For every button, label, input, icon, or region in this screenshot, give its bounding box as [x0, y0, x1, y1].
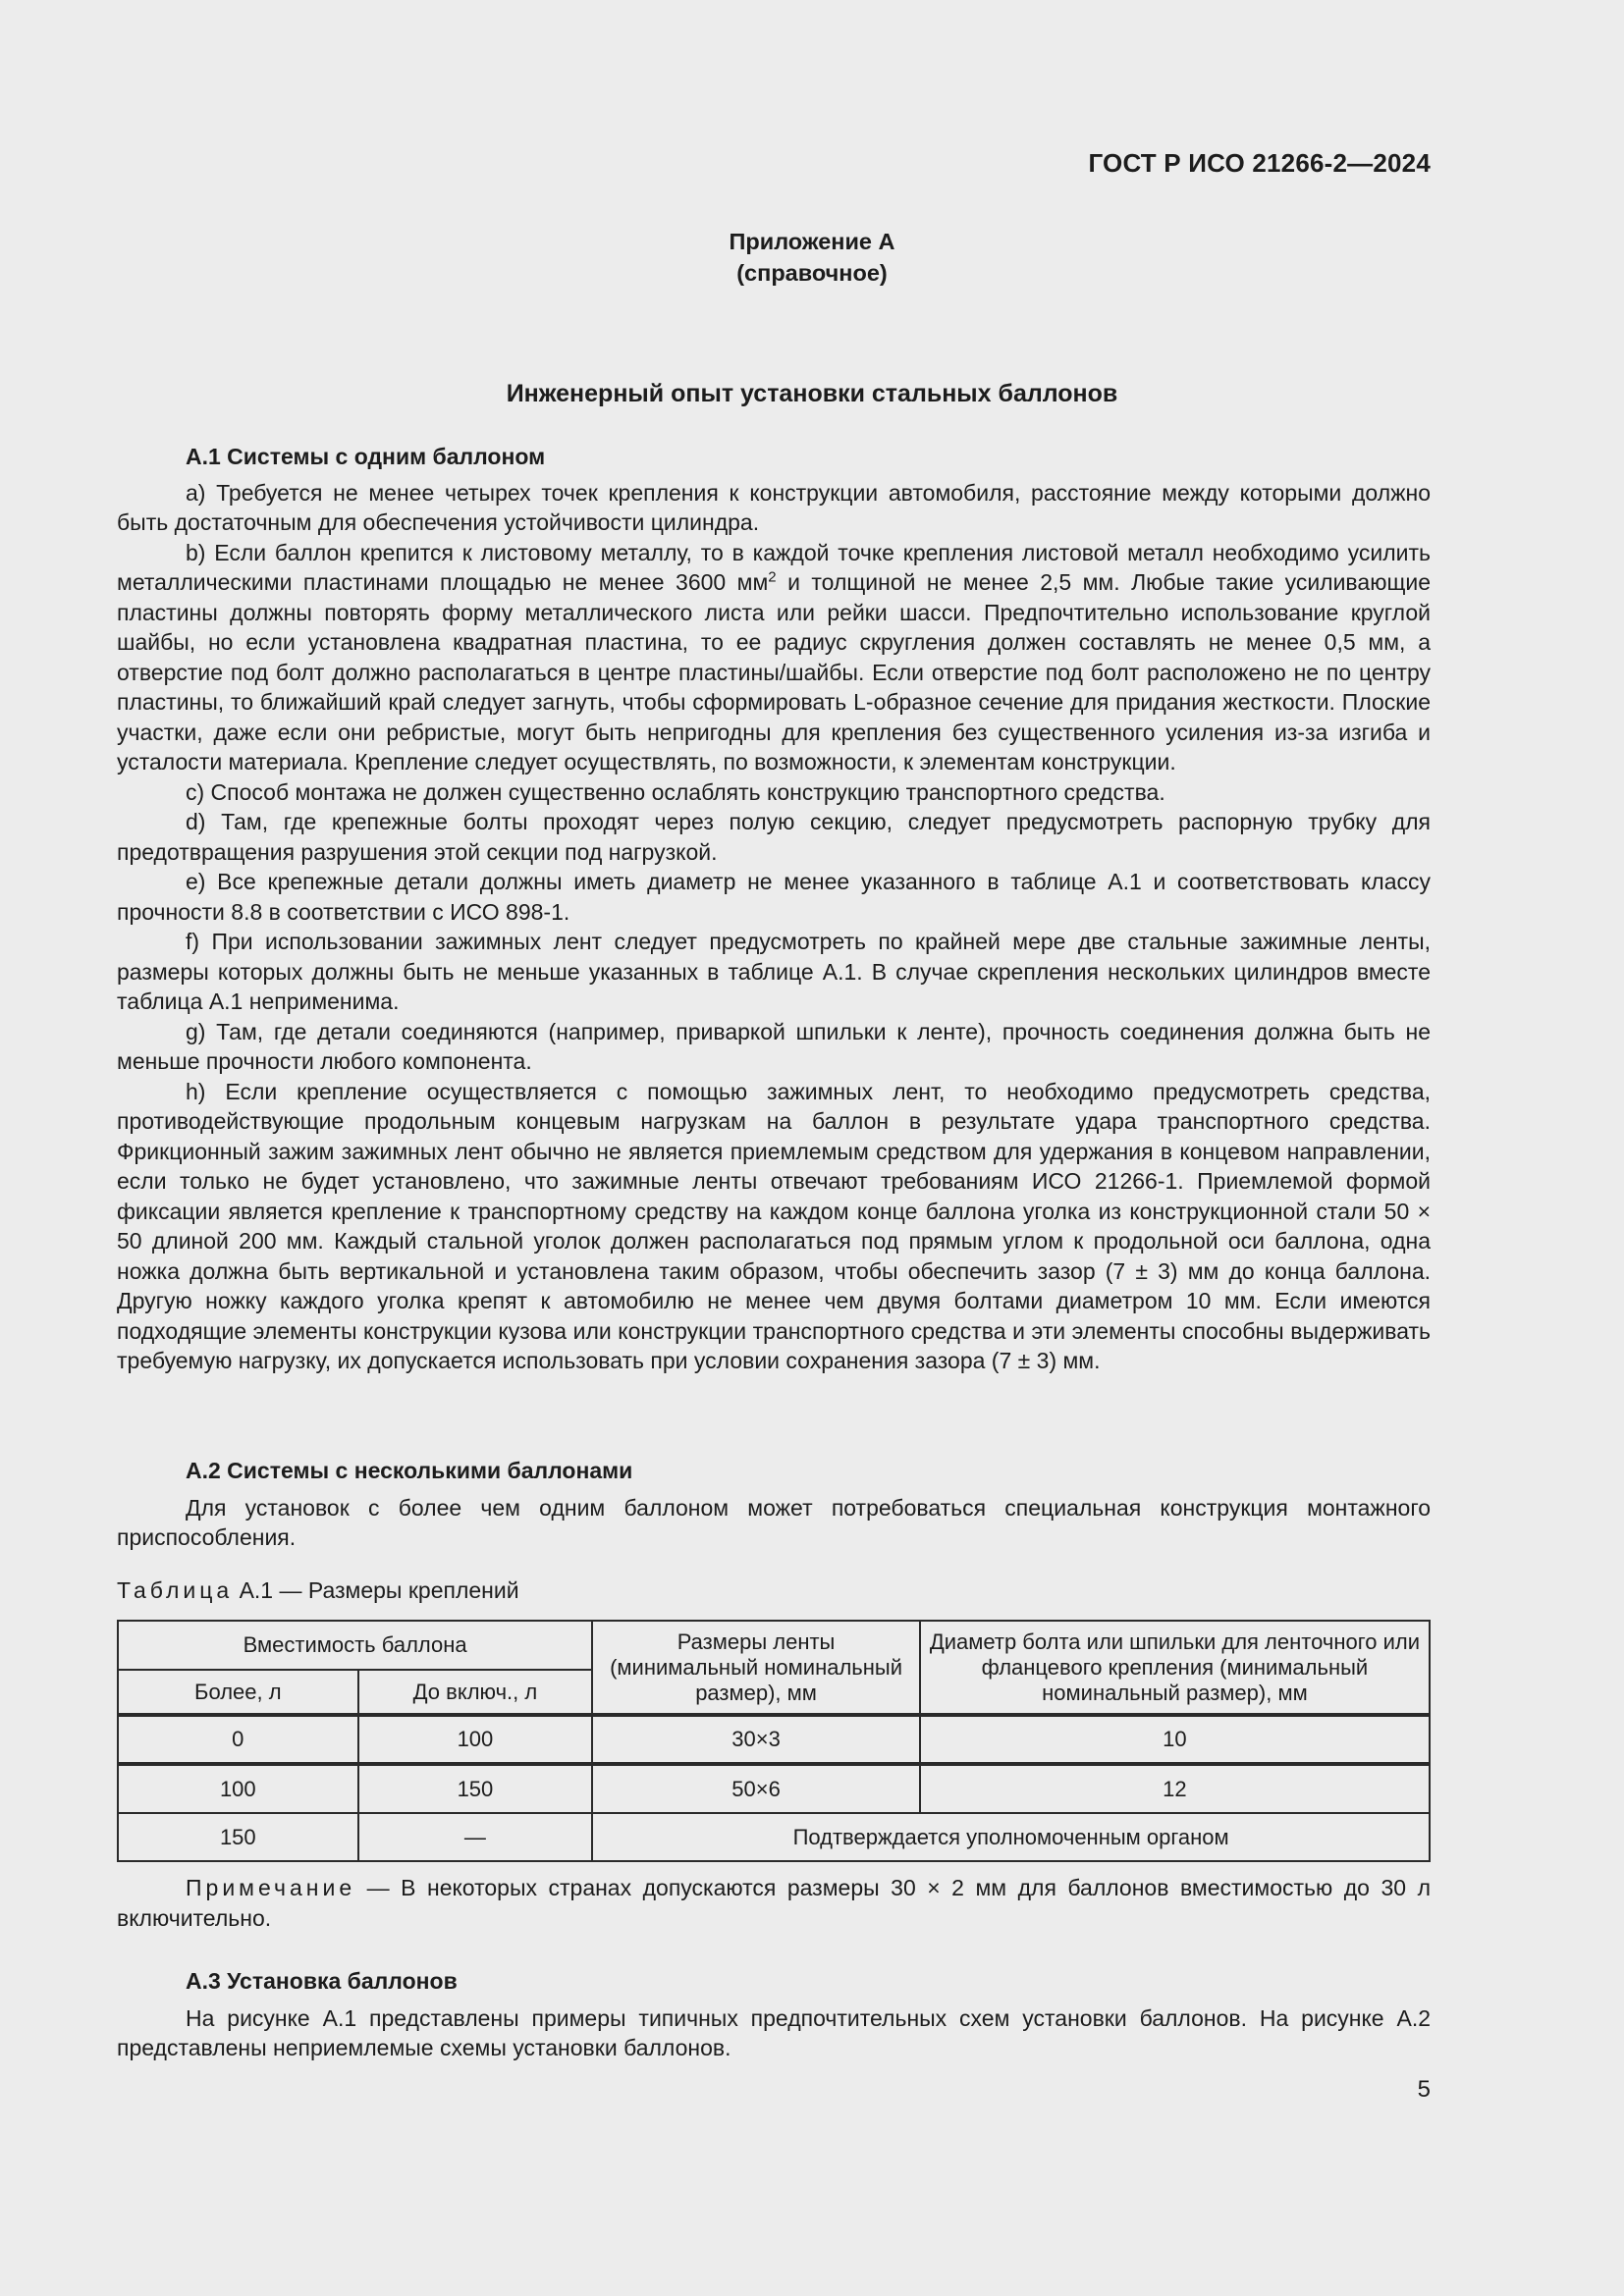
paragraph-b-text-2: и толщиной не менее 2,5 мм. Любые такие усиливающие пластины должны повторять форму металлического листа или рейки шасси. Предпочтительно использование круглой шайбы, но если установлена квадратная пластина, то ее радиус скругления должен составлять не менее 0,5 мм, а отверстие под болт должно располагаться в центре пластины/шайбы. Если отверстие под болт расположено не по центру пластины, то ближайший край следует загнуть, чтобы сформировать L-образное сечение для придания жесткости. Плоские участки, даже если они ребристые, могут быть непригодны для крепления без существенного усиления из-за изгиба и усталости материала. Крепление следует осуществлять, по возможности, к элементам конструкции.: [117, 569, 1432, 774]
paragraph-e: e) Все крепежные детали должны иметь диаметр не менее указанного в таблице А.1 и соответствовать классу прочности 8.8 в соответствии с ИСО 898-1.: [117, 869, 1431, 925]
cell-bolt: 12: [920, 1764, 1430, 1813]
header-more-than: Более, л: [118, 1670, 358, 1715]
main-title: Инженерный опыт установки стальных баллонов: [506, 380, 1118, 407]
section-a1: [117, 442, 1431, 1376]
paragraph-b: [117, 538, 1431, 777]
cell-more-than: 150: [118, 1813, 358, 1861]
cell-up-to: —: [358, 1813, 593, 1861]
paragraph-g: g) Там, где детали соединяются (например, приваркой шпильки к ленте), прочность соединения должна быть не меньше прочности любого компонента.: [117, 1018, 1431, 1074]
superscript-2: 2: [768, 568, 777, 586]
paragraph-f: f) При использовании зажимных лент следует предусмотреть по крайней мере две стальные зажимные ленты, размеры которых должны быть не меньше указанных в таблице А.1. В случае скрепления нескольких цилиндров вместе таблица А.1 неприменима.: [117, 929, 1431, 1014]
annex-title: Приложение А: [729, 229, 895, 254]
paragraph: На рисунке А.1 представлены примеры типичных предпочтительных схем установки баллонов. На рисунке А.2 представлены неприемлемые схемы установки баллонов.: [117, 2004, 1431, 2060]
paragraph-a: a) Требуется не менее четырех точек крепления к конструкции автомобиля, расстояние между которыми должно быть достаточным для обеспечения устойчивости цилиндра.: [117, 479, 1431, 535]
table-row: [118, 1764, 1430, 1813]
table-note: [117, 1873, 1431, 1933]
header-capacity: Вместимость баллона: [118, 1621, 592, 1670]
note-label: Примечание: [186, 1875, 356, 1900]
paragraph-d: d) Там, где крепежные болты проходят через полую секцию, следует предусмотреть распорную трубку для предотвращения разрушения этой секции под нагрузкой.: [117, 809, 1431, 865]
table-caption-text: А.1 — Размеры креплений: [233, 1577, 519, 1603]
cell-merged: Подтверждается уполномоченным органом: [592, 1813, 1430, 1861]
section-a2: [117, 1456, 1431, 1553]
annex-heading: [0, 226, 1624, 289]
cell-up-to: 100: [358, 1715, 593, 1764]
section-a3: [117, 1966, 1431, 2063]
cell-more-than: 100: [118, 1764, 358, 1813]
section-title: А.2 Системы с несколькими баллонами: [186, 1458, 633, 1483]
cell-strap: 30×3: [592, 1715, 920, 1764]
cell-more-than: 0: [118, 1715, 358, 1764]
table-row: [118, 1813, 1430, 1861]
cell-up-to: 150: [358, 1764, 593, 1813]
table-row: [118, 1715, 1430, 1764]
header-up-to: До включ., л: [358, 1670, 593, 1715]
paragraph-c: с) Способ монтажа не должен существенно ослаблять конструкцию транспортного средства.: [186, 778, 1165, 805]
table-caption-label: Таблица: [117, 1577, 234, 1603]
section-title: А.3 Установка баллонов: [186, 1968, 458, 1994]
cell-strap: 50×6: [592, 1764, 920, 1813]
header-strap-size: Размеры ленты (минимальный номинальный размер), мм: [592, 1621, 920, 1715]
page-number: 5: [1417, 2076, 1431, 2103]
paragraph: Для установок с более чем одним баллоном может потребоваться специальная конструкция монтажного приспособления.: [117, 1494, 1431, 1550]
paragraph-b-text-1: b) Если баллон крепится к листовому металлу, то в каждой точке крепления листовой металл необходимо усилить металлическими пластинами площадью не менее 3600 мм: [117, 539, 1431, 595]
section-title: А.1 Системы с одним баллоном: [186, 444, 546, 469]
table-header-row: [118, 1621, 1430, 1670]
document-code: ГОСТ Р ИСО 21266-2—2024: [1088, 148, 1431, 178]
paragraph-h: h) Если крепление осуществляется с помощью зажимных лент, то необходимо предусмотреть средства, противодействующие продольным концевым нагрузкам на баллон в результате удара транспортного средства. Фрикционный зажим зажимных лент обычно не является приемлемым средством для удержания в концевом направлении, если только не будет установлено, что зажимные ленты отвечают требованиям ИСО 21266-1. Приемлемой формой фиксации является крепление к транспортному средству на каждом конце баллона уголка из конструкционной стали 50 × 50 длиной 200 мм. Каждый стальной уголок должен располагаться под прямым углом к продольной оси баллона, одна ножка должна быть вертикальной и установлена таким образом, чтобы обеспечить зазор (7 ± 3) мм до конца баллона. Другую ножку каждого уголка крепят к автомобилю не менее чем двумя болтами диаметром 10 мм. Если имеются подходящие элементы конструкции кузова или конструкции транспортного средства и эти элементы способны выдерживать требуемую нагрузку, их допускается использовать при условии сохранения зазора (7 ± 3) мм.: [117, 1078, 1431, 1373]
mounting-dimensions-table: [117, 1620, 1431, 1862]
table-caption: [117, 1577, 519, 1604]
note-text: — В некоторых странах допускаются размеры 30 × 2 мм для баллонов вместимостью до 30 л включительно.: [117, 1875, 1431, 1931]
header-bolt-diameter: Диаметр болта или шпильки для ленточного или фланцевого крепления (минимальный номинальный размер), мм: [920, 1621, 1430, 1715]
annex-type: (справочное): [736, 260, 888, 286]
cell-bolt: 10: [920, 1715, 1430, 1764]
